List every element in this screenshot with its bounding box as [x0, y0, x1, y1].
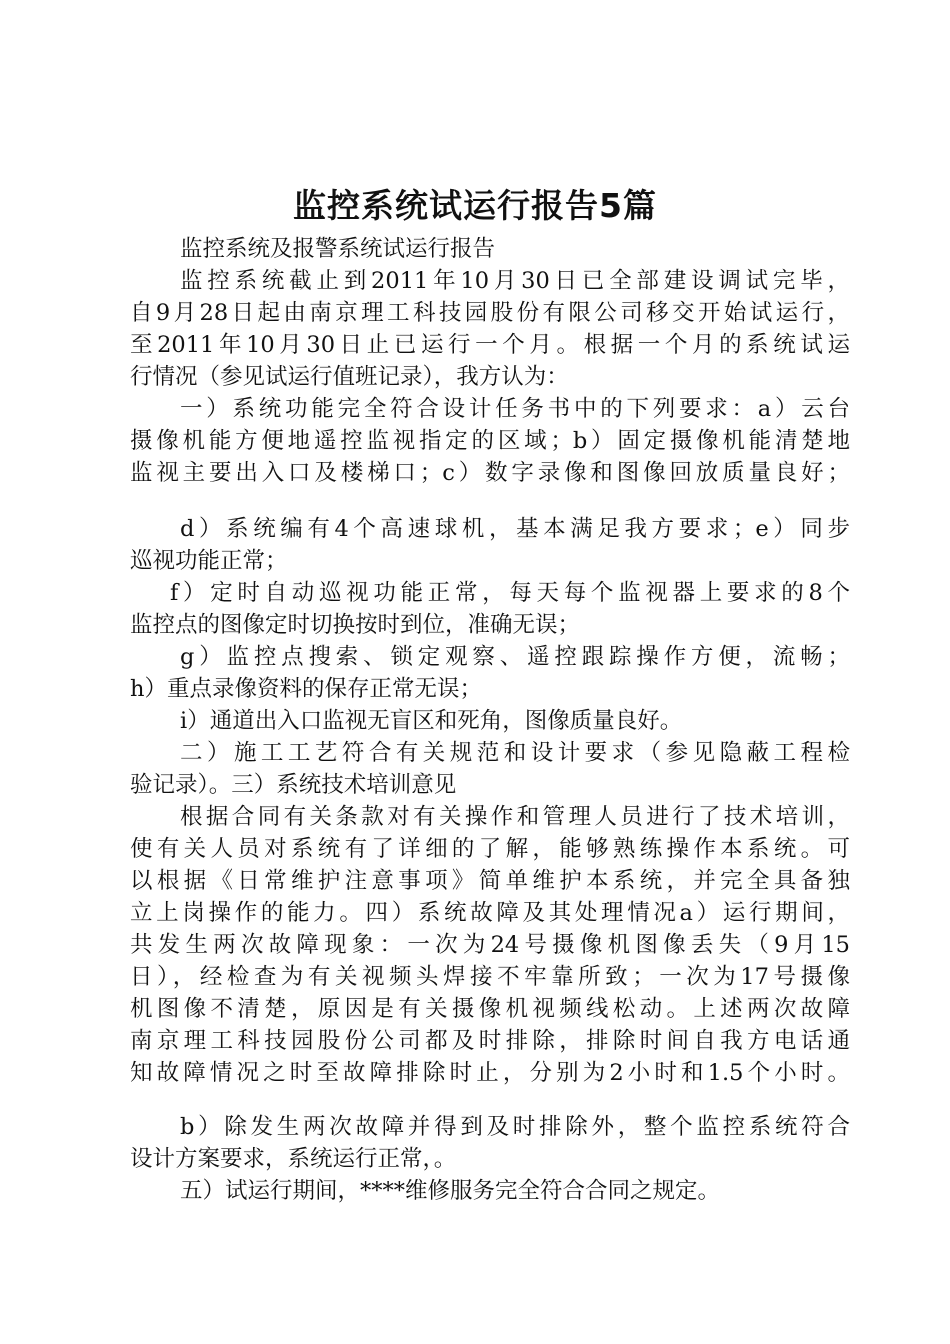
paragraph-line: 监视主要出入口及楼梯口；c）数字录像和图像回放质量良好； — [130, 460, 850, 486]
paragraph-line: 验记录）。三）系统技术培训意见 — [130, 772, 457, 798]
subtitle-line: 监控系统及报警系统试运行报告 — [180, 236, 496, 262]
paragraph-line: 监控点的图像定时切换按时到位，准确无误； — [130, 612, 581, 638]
paragraph-line: i）通道出入口监视无盲区和死角，图像质量良好。 — [180, 708, 683, 734]
paragraph-line: 五）试运行期间，****维修服务完全符合合同之规定。 — [180, 1178, 721, 1204]
paragraph-line: 共发生两次故障现象：一次为24号摄像机图像丢失（9月15 — [130, 932, 850, 958]
paragraph-line: b）除发生两次故障并得到及时排除外，整个监控系统符合 — [180, 1114, 850, 1140]
document-title: 监控系统试运行报告5篇 — [293, 186, 657, 225]
paragraph-line: 巡视功能正常； — [130, 548, 288, 574]
paragraph-line: 至2011年10月30日止已运行一个月。根据一个月的系统试运 — [130, 332, 850, 358]
paragraph-line: 一）系统功能完全符合设计任务书中的下列要求：a）云台 — [180, 396, 850, 422]
paragraph-line: 二）施工工艺符合有关规范和设计要求（参见隐蔽工程检 — [180, 740, 850, 766]
paragraph-line: g）监控点搜索、锁定观察、遥控跟踪操作方便，流畅； — [180, 644, 850, 670]
paragraph-line: 知故障情况之时至故障排除时止，分别为2小时和1.5个小时。 — [130, 1060, 850, 1086]
paragraph-line: 日），经检查为有关视频头焊接不牢靠所致；一次为17号摄像 — [130, 964, 850, 990]
paragraph-line: 设计方案要求，系统运行正常，。 — [130, 1146, 457, 1172]
paragraph-line: 行情况（参见试运行值班记录），我方认为： — [130, 364, 569, 390]
paragraph-line: f）定时自动巡视功能正常，每天每个监视器上要求的8个 — [170, 580, 850, 606]
paragraph-line: 南京理工科技园股份公司都及时排除，排除时间自我方电话通 — [130, 1028, 850, 1054]
paragraph-line: d）系统编有4个高速球机，基本满足我方要求；e）同步 — [180, 516, 850, 542]
paragraph-line: 机图像不清楚，原因是有关摄像机视频线松动。上述两次故障 — [130, 996, 850, 1022]
paragraph-line: 自9月28日起由南京理工科技园股份有限公司移交开始试运行， — [130, 300, 850, 326]
paragraph-line: 摄像机能方便地遥控监视指定的区域；b）固定摄像机能清楚地 — [130, 428, 850, 454]
paragraph-line: 监控系统截止到2011年10月30日已全部建设调试完毕， — [180, 268, 850, 294]
paragraph-line: 根据合同有关条款对有关操作和管理人员进行了技术培训， — [180, 804, 850, 830]
paragraph-line: 以根据《日常维护注意事项》简单维护本系统，并完全具备独 — [130, 868, 850, 894]
paragraph-line: h）重点录像资料的保存正常无误； — [130, 676, 482, 702]
paragraph-line: 使有关人员对系统有了详细的了解，能够熟练操作本系统。可 — [130, 836, 850, 862]
paragraph-line: 立上岗操作的能力。四）系统故障及其处理情况a）运行期间， — [130, 900, 850, 926]
